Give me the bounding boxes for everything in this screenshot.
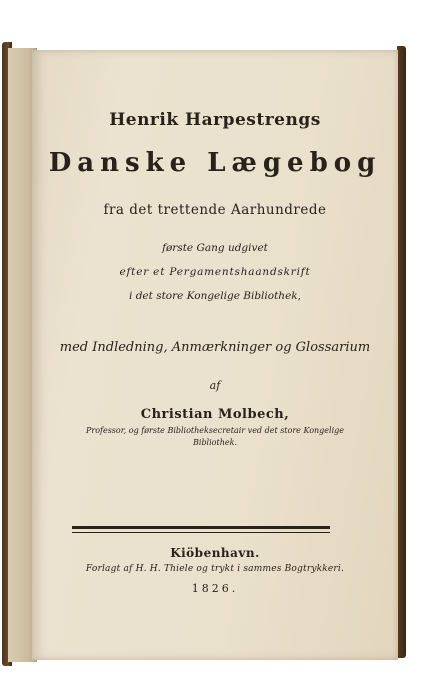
book [2,42,406,666]
by-line: af [209,379,221,392]
editor-role: Professor, og første Bibliotheksecretair ved det store Kongelige [85,426,344,435]
contents-line: med Indledning, Anmærkninger og Glossarium [59,340,371,355]
divider-thin [72,532,330,533]
book-title: Danske Lægebog [48,148,382,178]
source-line: efter et Pergamentshaandskrift [119,266,311,278]
imprint-publisher: Forlagt af H. H. Thiele og trykt i sammes Bogtrykkeri. [85,564,345,574]
editor-name: Christian Molbech, [140,407,290,422]
author-line: Henrik Harpestrengs [109,110,321,130]
back-cover-edge [397,46,406,658]
divider-thick [72,526,330,529]
title-page [32,50,398,660]
editor-role-continued: Bibliothek. [193,438,237,447]
imprint-year: 1826. [191,582,239,595]
imprint-place: Kiöbenhavn. [170,546,260,560]
library-line: i det store Kongelige Bibliothek, [129,290,301,302]
subtitle: fra det trettende Aarhundrede [103,202,327,218]
edition-line: første Gang udgivet [162,242,268,254]
